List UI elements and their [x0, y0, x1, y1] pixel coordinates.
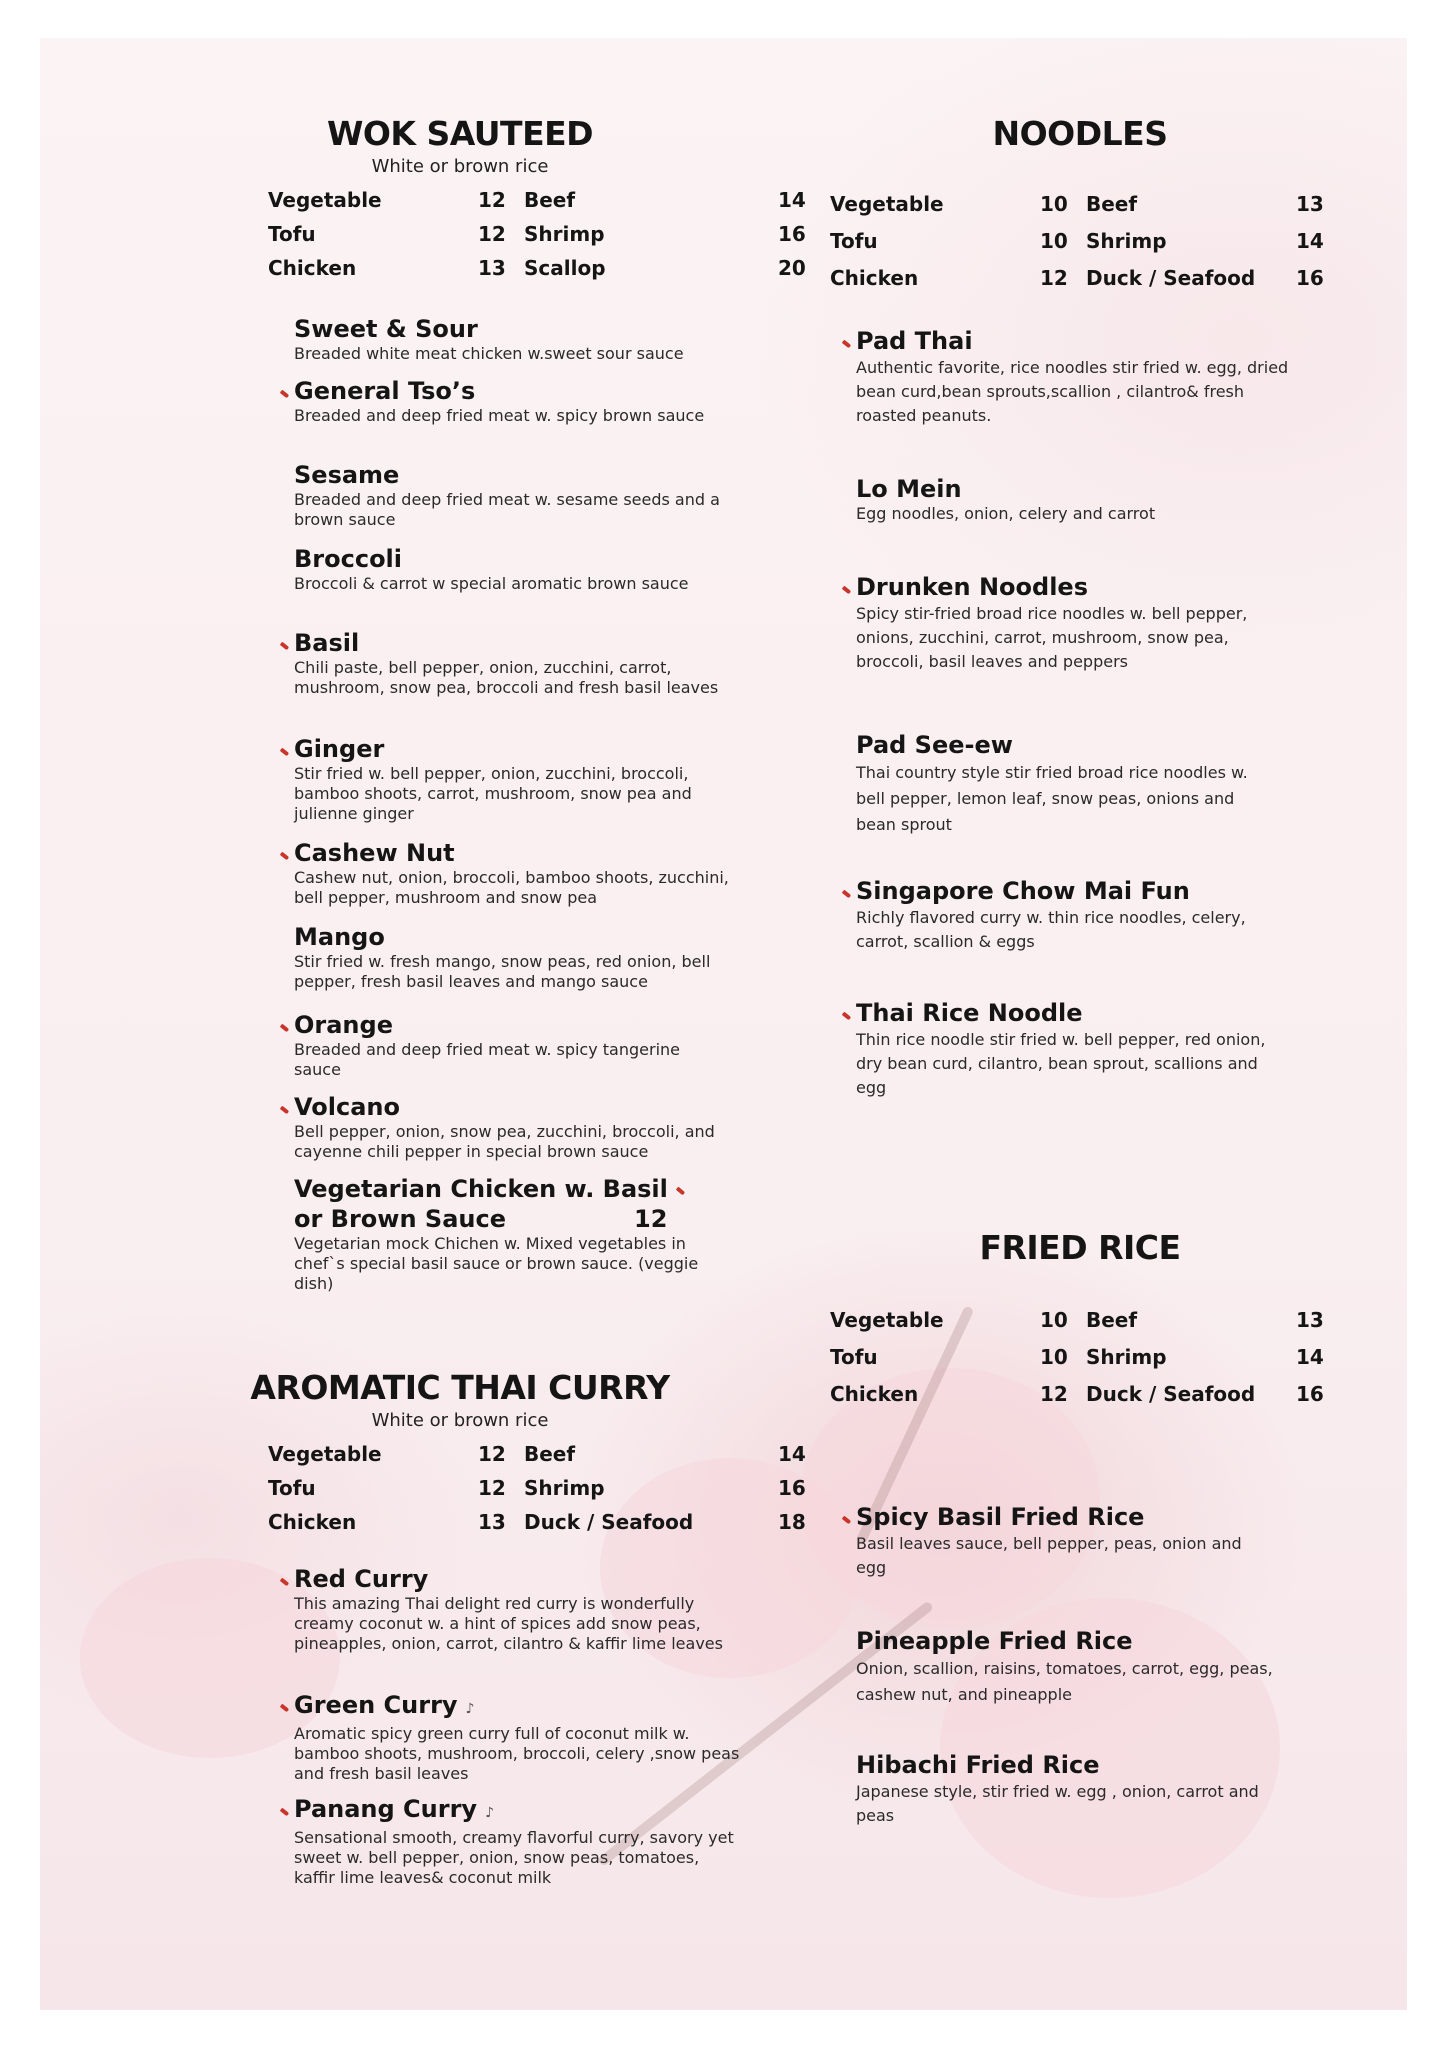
menu-item-description: Japanese style, stir fried w. egg , onion, carrot and peas [856, 1782, 1259, 1825]
price-row-right-price: 16 [778, 222, 806, 246]
price-row-left-price: 13 [478, 256, 506, 280]
spicy-chili-icon [280, 642, 288, 656]
menu-item-description: Richly flavored curry w. thin rice noodles, celery, carrot, scallion & eggs [856, 908, 1246, 951]
menu-item [856, 1626, 1276, 1708]
price-row-right-name: Duck / Seafood [1086, 266, 1256, 290]
price-row-right-name: Shrimp [1086, 1345, 1167, 1369]
price-row-left-name: Chicken [268, 1510, 357, 1534]
price-row [268, 188, 818, 214]
swirl-icon: ♪ [485, 1805, 494, 1821]
menu-item-name: Red Curry [294, 1565, 429, 1593]
price-row-right-price: 14 [778, 188, 806, 212]
price-row-left-price: 12 [1040, 266, 1068, 290]
menu-item-name: Basil [294, 629, 360, 657]
price-row-right-name: Duck / Seafood [1086, 1382, 1256, 1406]
price-row-right-price: 14 [1296, 229, 1324, 253]
menu-item-name [294, 1204, 734, 1234]
menu-item-description: This amazing Thai delight red curry is wonderfully creamy coconut w. a hint of spices add snow peas, pineapples, onion, carrot, cilantro & kaffir lime leaves [294, 1594, 723, 1653]
menu-item-name: Lo Mein [856, 475, 962, 503]
menu-item-description: Thin rice noodle stir fried w. bell pepper, red onion, dry bean curd, cilantro, bean sprout, scallions and egg [856, 1030, 1266, 1097]
menu-item-description: Sensational smooth, creamy flavorful curry, savory yet sweet w. bell pepper, onion, snow peas, tomatoes, kaffir lime leaves& coconut milk [294, 1828, 734, 1887]
menu-item [294, 628, 724, 698]
price-row-left-price: 12 [478, 1442, 506, 1466]
spicy-chili-icon [280, 852, 288, 866]
spicy-chili-icon [842, 586, 850, 600]
menu-item-name: Sesame [294, 461, 400, 489]
menu-item-description: Basil leaves sauce, bell pepper, peas, onion and egg [856, 1534, 1242, 1577]
menu-item [294, 460, 724, 530]
price-row [268, 222, 818, 248]
menu-item-description: Spicy stir-fried broad rice noodles w. bell pepper, onions, zucchini, carrot, mushroom, snow pea, broccoli, basil leaves and peppers [856, 604, 1248, 671]
price-row [268, 1476, 818, 1502]
price-row-right-name: Shrimp [524, 222, 605, 246]
spicy-chili-icon [280, 1704, 288, 1718]
menu-item-name: Singapore Chow Mai Fun [856, 877, 1190, 905]
menu-item-description: Egg noodles, onion, celery and carrot [856, 504, 1156, 523]
menu-item-description: Vegetarian mock Chichen w. Mixed vegetables in chef`s special basil sauce or brown sauce. (veggie dish) [294, 1234, 699, 1293]
price-table-curry [268, 1442, 818, 1532]
spicy-chili-icon [280, 748, 288, 762]
menu-item-description: Cashew nut, onion, broccoli, bamboo shoots, zucchini, bell pepper, mushroom and snow pea [294, 868, 729, 907]
menu-item [294, 1690, 744, 1784]
menu-item-description: Bell pepper, onion, snow pea, zucchini, broccoli, and cayenne chili pepper in special brown sauce [294, 1122, 715, 1161]
menu-item-description: Aromatic spicy green curry full of coconut milk w. bamboo shoots, mushroom, broccoli, celery ,snow peas and fresh basil leaves [294, 1724, 740, 1783]
menu-item-name-line1: Vegetarian Chicken w. Basil [294, 1175, 668, 1203]
menu-item [294, 1794, 744, 1888]
price-row [830, 1345, 1380, 1371]
menu-item-name: Drunken Noodles [856, 573, 1088, 601]
menu-item [294, 314, 764, 364]
menu-item [294, 1092, 734, 1162]
menu-item-name: Spicy Basil Fried Rice [856, 1503, 1145, 1531]
price-row-left-price: 10 [1040, 229, 1068, 253]
price-row [830, 266, 1380, 292]
price-row-right-name: Beef [524, 1442, 576, 1466]
spicy-chili-icon [674, 1189, 686, 1195]
price-row [830, 1308, 1380, 1334]
menu-item [856, 326, 1296, 428]
menu-item-description: Stir fried w. bell pepper, onion, zucchini, broccoli, bamboo shoots, carrot, mushroom, snow pea and julienne ginger [294, 764, 692, 823]
menu-item [856, 1502, 1276, 1580]
menu-item [294, 1564, 744, 1654]
spicy-chili-icon [280, 1808, 288, 1822]
price-row-left-price: 12 [478, 188, 506, 212]
price-row [268, 256, 818, 282]
price-row-right-price: 20 [778, 256, 806, 280]
price-row-left-price: 10 [1040, 1308, 1068, 1332]
menu-item-name-line2: or Brown Sauce [294, 1205, 506, 1233]
price-row-left-price: 12 [1040, 1382, 1068, 1406]
menu-item [294, 734, 734, 824]
menu-item-name: General Tso’s [294, 377, 476, 405]
price-row-right-name: Shrimp [524, 1476, 605, 1500]
menu-item-name: Ginger [294, 735, 385, 763]
price-table-noodles [830, 192, 1380, 288]
price-row-left-name: Tofu [830, 229, 878, 253]
spicy-chili-icon [280, 1024, 288, 1038]
menu-item-name [294, 1690, 744, 1724]
menu-item-name: Pad See-ew [856, 731, 1013, 759]
price-row-left-name: Vegetable [830, 1308, 944, 1332]
price-row-left-price: 10 [1040, 192, 1068, 216]
menu-item-name: Sweet & Sour [294, 315, 478, 343]
menu-item-description: Stir fried w. fresh mango, snow peas, red onion, bell pepper, fresh basil leaves and mango sauce [294, 952, 711, 991]
price-row [830, 229, 1380, 255]
menu-item-description: Breaded and deep fried meat w. spicy brown sauce [294, 406, 705, 425]
price-row-left-price: 12 [478, 1476, 506, 1500]
menu-item-description: Authentic favorite, rice noodles stir fried w. egg, dried bean curd,bean sprouts,scallion , cilantro& fresh roasted peanuts. [856, 358, 1289, 425]
menu-item [294, 838, 734, 908]
menu-item-description: Breaded and deep fried meat w. sesame seeds and a brown sauce [294, 490, 720, 529]
price-row-right-name: Beef [1086, 1308, 1138, 1332]
price-row-left-name: Vegetable [268, 188, 382, 212]
menu-item-description: Breaded and deep fried meat w. spicy tangerine sauce [294, 1040, 681, 1079]
price-row [268, 1510, 818, 1536]
menu-item [856, 730, 1296, 838]
price-row-right-name: Beef [524, 188, 576, 212]
menu-item-name: Broccoli [294, 545, 403, 573]
section-title-wok: WOK SAUTEED [326, 114, 594, 153]
price-row-right-price: 14 [1296, 1345, 1324, 1369]
menu-item-name: Pineapple Fried Rice [856, 1627, 1133, 1655]
price-row-left-name: Vegetable [268, 1442, 382, 1466]
price-row-right-name: Beef [1086, 192, 1138, 216]
price-row-right-price: 13 [1296, 1308, 1324, 1332]
price-row-left-price: 12 [478, 222, 506, 246]
price-row-right-price: 16 [778, 1476, 806, 1500]
price-row-left-name: Chicken [830, 1382, 919, 1406]
menu-item [294, 544, 724, 594]
price-row-left-name: Chicken [268, 256, 357, 280]
spicy-chili-icon [280, 1106, 288, 1120]
menu-item-name: Mango [294, 923, 385, 951]
menu-item-price: 12 [634, 1205, 668, 1233]
section-title-curry: AROMATIC THAI CURRY [250, 1368, 670, 1407]
section-title-friedrice: FRIED RICE [979, 1228, 1181, 1267]
price-row-left-price: 10 [1040, 1345, 1068, 1369]
menu-item-vegetarian [294, 1174, 734, 1294]
price-row-right-price: 14 [778, 1442, 806, 1466]
price-row-left-name: Chicken [830, 266, 919, 290]
menu-item [856, 1750, 1276, 1828]
menu-item-name: Cashew Nut [294, 839, 455, 867]
spicy-chili-icon [280, 390, 288, 404]
price-row-left-name: Tofu [268, 1476, 316, 1500]
menu-item-name [294, 1794, 744, 1828]
price-row [830, 1382, 1380, 1408]
menu-item [294, 376, 724, 426]
price-row-left-name: Vegetable [830, 192, 944, 216]
spicy-chili-icon [842, 1516, 850, 1530]
menu-item-name: Pad Thai [856, 327, 973, 355]
price-row-right-name: Duck / Seafood [524, 1510, 694, 1534]
menu-item-name [294, 1174, 734, 1204]
menu-item-name: Volcano [294, 1093, 400, 1121]
section-subtitle-wok: White or brown rice [371, 156, 549, 177]
price-row-right-name: Scallop [524, 256, 606, 280]
spicy-chili-icon [842, 890, 850, 904]
menu-item-name: Thai Rice Noodle [856, 999, 1083, 1027]
menu-item [856, 572, 1296, 674]
menu-item-description: Onion, scallion, raisins, tomatoes, carrot, egg, peas, cashew nut, and pineapple [856, 1659, 1273, 1704]
spicy-chili-icon [842, 340, 850, 354]
spicy-chili-icon [842, 1012, 850, 1026]
menu-item-name: Hibachi Fried Rice [856, 1751, 1100, 1779]
menu-item [856, 876, 1296, 954]
menu-item-description: Broccoli & carrot w special aromatic brown sauce [294, 574, 689, 593]
menu-item-description: Chili paste, bell pepper, onion, zucchini, carrot, mushroom, snow pea, broccoli and fresh basil leaves [294, 658, 719, 697]
menu-page [40, 38, 1407, 2010]
menu-item-description: Thai country style stir fried broad rice noodles w. bell pepper, lemon leaf, snow peas, onions and bean sprout [856, 763, 1248, 834]
price-row-left-name: Tofu [268, 222, 316, 246]
price-row-right-price: 16 [1296, 266, 1324, 290]
menu-item-name: Orange [294, 1011, 393, 1039]
menu-item [856, 998, 1276, 1100]
price-row-right-price: 18 [778, 1510, 806, 1534]
price-table-wok [268, 188, 818, 278]
section-subtitle-curry: White or brown rice [371, 1410, 549, 1431]
menu-item-description: Breaded white meat chicken w.sweet sour sauce [294, 344, 684, 363]
price-row-right-price: 16 [1296, 1382, 1324, 1406]
price-row [830, 192, 1380, 218]
swirl-icon: ♪ [465, 1701, 475, 1717]
price-row-right-name: Shrimp [1086, 229, 1167, 253]
price-row-left-name: Tofu [830, 1345, 878, 1369]
price-table-friedrice [830, 1308, 1380, 1404]
menu-item-name-text: Panang Curry [294, 1795, 478, 1823]
price-row-right-price: 13 [1296, 192, 1324, 216]
menu-item [294, 922, 734, 992]
menu-item-name-text: Green Curry [294, 1691, 458, 1719]
spicy-chili-icon [280, 1578, 288, 1592]
menu-item [294, 1010, 724, 1080]
menu-item [856, 474, 1296, 524]
price-row [268, 1442, 818, 1468]
price-row-left-price: 13 [478, 1510, 506, 1534]
section-title-noodles: NOODLES [992, 114, 1168, 153]
